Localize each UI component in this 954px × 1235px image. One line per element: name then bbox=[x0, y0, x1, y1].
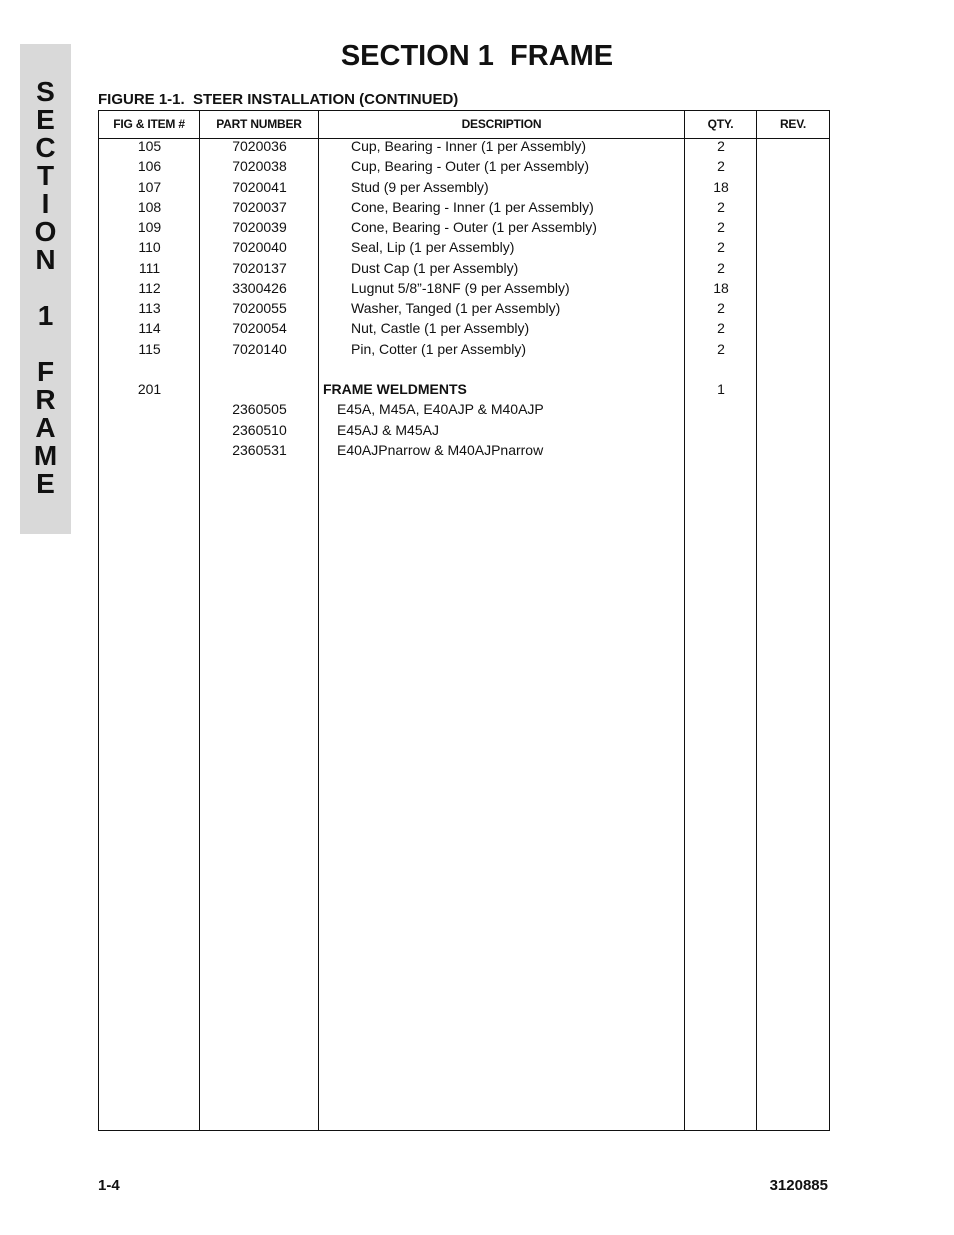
table-row bbox=[99, 258, 829, 278]
cell-item: 201 bbox=[137, 381, 162, 397]
cell-qty: 2 bbox=[717, 219, 725, 235]
cell-qty: 2 bbox=[717, 260, 725, 276]
cell-description: Stud (9 per Assembly) bbox=[351, 179, 489, 195]
figure-caption: FIGURE 1-1. STEER INSTALLATION (CONTINUED) bbox=[98, 91, 459, 108]
cell-qty: 2 bbox=[717, 138, 725, 154]
table-row bbox=[99, 379, 829, 399]
side-tab-letter: O bbox=[34, 216, 57, 247]
cell-part-number: 2360510 bbox=[232, 422, 287, 438]
cell-description: Cone, Bearing - Inner (1 per Assembly) bbox=[351, 199, 594, 215]
cell-item: 114 bbox=[138, 320, 161, 336]
table-row bbox=[99, 217, 829, 237]
cell-item: 109 bbox=[137, 219, 162, 235]
cell-item: 115 bbox=[138, 341, 161, 357]
cell-description: E45AJ & M45AJ bbox=[337, 422, 439, 438]
table-row bbox=[99, 359, 829, 379]
cell-qty: 1 bbox=[717, 381, 725, 397]
cell-item: 108 bbox=[137, 199, 162, 215]
cell-part-number: 7020041 bbox=[232, 179, 287, 195]
side-tab-letter: E bbox=[36, 104, 55, 135]
cell-item: 106 bbox=[137, 158, 162, 174]
side-tab-letter: C bbox=[35, 132, 56, 163]
cell-item: 107 bbox=[137, 179, 162, 195]
cell-description: Dust Cap (1 per Assembly) bbox=[351, 260, 519, 276]
table-row bbox=[99, 237, 829, 257]
cell-description: Cup, Bearing - Outer (1 per Assembly) bbox=[351, 158, 590, 174]
table-row bbox=[99, 420, 829, 440]
table-row bbox=[99, 177, 829, 197]
side-tab-letter: R bbox=[35, 384, 56, 415]
cell-part-number: 7020036 bbox=[232, 138, 287, 154]
cell-description: Seal, Lip (1 per Assembly) bbox=[351, 239, 515, 255]
cell-item: 113 bbox=[138, 300, 161, 316]
cell-description: Nut, Castle (1 per Assembly) bbox=[351, 320, 530, 336]
table-row bbox=[99, 298, 829, 318]
side-tab-letter: F bbox=[36, 356, 55, 387]
side-tab-letter: A bbox=[35, 412, 56, 443]
cell-qty: 2 bbox=[717, 199, 725, 215]
side-tab-letter: N bbox=[35, 244, 56, 275]
cell-part-number: 7020040 bbox=[232, 239, 287, 255]
cell-part-number: 7020055 bbox=[232, 300, 287, 316]
cell-description: Lugnut 5/8”-18NF (9 per Assembly) bbox=[351, 280, 570, 296]
cell-description: E40AJPnarrow & M40AJPnarrow bbox=[337, 442, 544, 458]
page-title: SECTION 1 FRAME bbox=[340, 40, 614, 72]
cell-description: FRAME WELDMENTS bbox=[323, 381, 467, 397]
table-row bbox=[99, 278, 829, 298]
header-qty: QTY. bbox=[707, 117, 734, 131]
side-tab-letter: T bbox=[36, 160, 55, 191]
cell-qty: 2 bbox=[717, 341, 725, 357]
side-tab-letter: E bbox=[36, 468, 55, 499]
cell-part-number: 3300426 bbox=[232, 280, 287, 296]
table-row bbox=[99, 318, 829, 338]
table-row bbox=[99, 197, 829, 217]
cell-qty: 18 bbox=[713, 179, 729, 195]
table-row bbox=[99, 156, 829, 176]
page-number: 1-4 bbox=[98, 1177, 120, 1194]
cell-qty: 18 bbox=[713, 280, 729, 296]
cell-item: 110 bbox=[138, 239, 161, 255]
cell-part-number: 7020054 bbox=[232, 320, 287, 336]
table-row bbox=[99, 136, 829, 156]
side-tab-letter: 1 bbox=[37, 300, 54, 331]
cell-part-number: 7020037 bbox=[232, 199, 287, 215]
table-row bbox=[99, 440, 829, 460]
cell-description: Cup, Bearing - Inner (1 per Assembly) bbox=[351, 138, 586, 154]
header-part-number: PART NUMBER bbox=[216, 117, 302, 131]
header-fig-item: FIG & ITEM # bbox=[113, 117, 185, 131]
cell-description: Cone, Bearing - Outer (1 per Assembly) bbox=[351, 219, 597, 235]
header-description: DESCRIPTION bbox=[461, 117, 542, 131]
cell-qty: 2 bbox=[717, 320, 725, 336]
cell-description: Pin, Cotter (1 per Assembly) bbox=[351, 341, 527, 357]
side-tab-letter: M bbox=[33, 440, 58, 471]
cell-part-number: 7020039 bbox=[232, 219, 287, 235]
cell-description: E45A, M45A, E40AJP & M40AJP bbox=[337, 401, 544, 417]
cell-item: 111 bbox=[138, 260, 161, 276]
cell-part-number: 2360531 bbox=[232, 442, 287, 458]
table-row bbox=[99, 339, 829, 359]
cell-item: 112 bbox=[138, 280, 161, 296]
header-rev: REV. bbox=[779, 117, 807, 131]
cell-part-number: 2360505 bbox=[232, 401, 287, 417]
cell-qty: 2 bbox=[717, 300, 725, 316]
document-number: 3120885 bbox=[769, 1177, 828, 1194]
cell-part-number: 7020038 bbox=[232, 158, 287, 174]
section-side-tab bbox=[20, 44, 71, 534]
side-tab-letter: S bbox=[36, 76, 55, 107]
cell-qty: 2 bbox=[717, 239, 725, 255]
cell-description: Washer, Tanged (1 per Assembly) bbox=[351, 300, 561, 316]
cell-part-number: 7020137 bbox=[232, 260, 287, 276]
table-row bbox=[99, 399, 829, 419]
cell-part-number: 7020140 bbox=[232, 341, 287, 357]
cell-qty: 2 bbox=[717, 158, 725, 174]
cell-item: 105 bbox=[137, 138, 162, 154]
side-tab-letter: I bbox=[41, 188, 50, 219]
parts-table bbox=[98, 110, 830, 1131]
